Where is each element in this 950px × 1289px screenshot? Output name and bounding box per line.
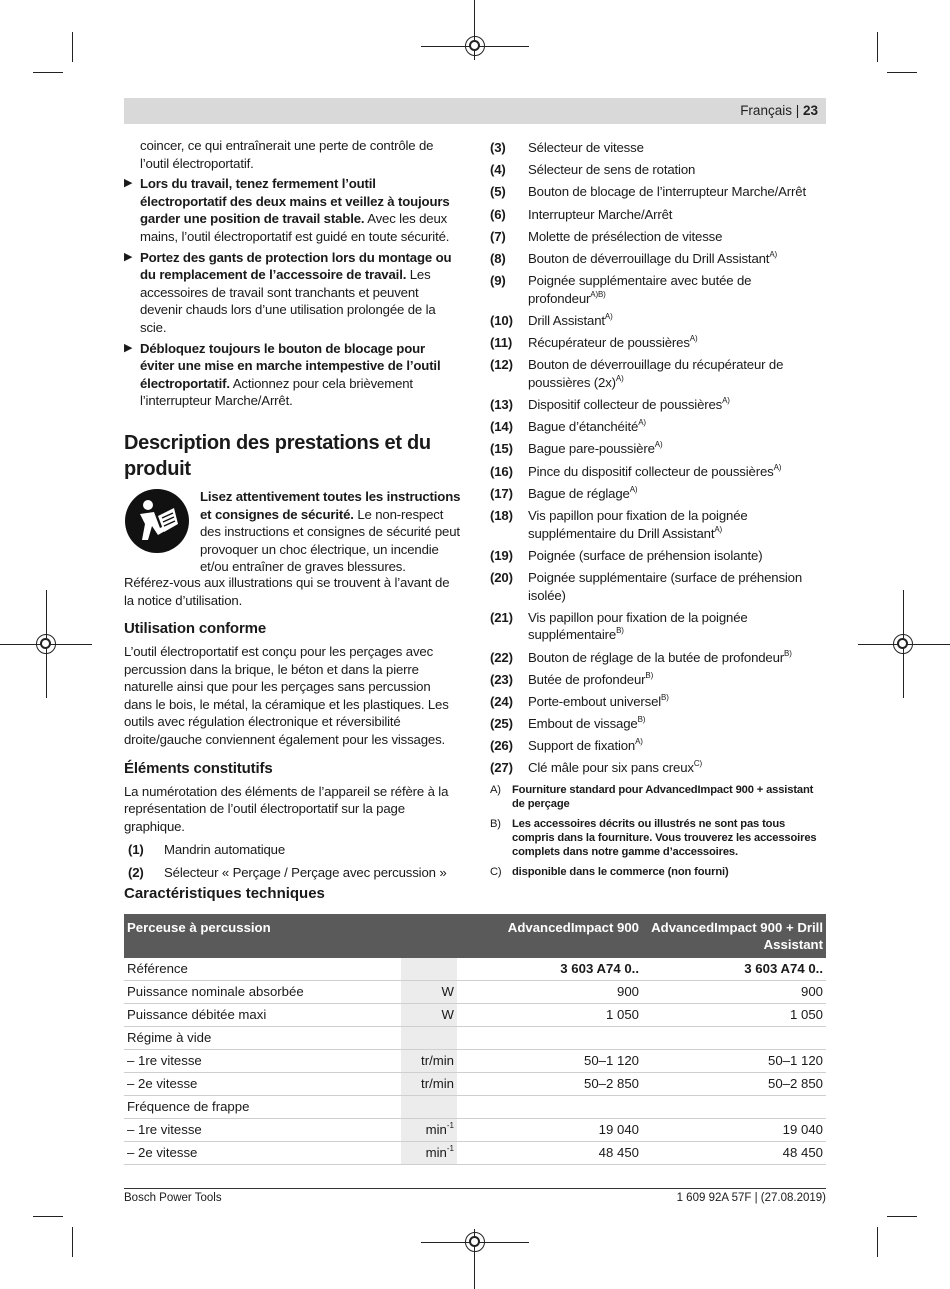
table-cell: 50–1 120: [642, 1050, 826, 1073]
list-item: (19) Poignée (surface de préhension isolante): [490, 547, 763, 563]
registration-mark-icon: [36, 634, 56, 654]
table-row: [124, 1142, 826, 1165]
table-cell: 50–2 850: [457, 1073, 642, 1096]
table-cell: 50–1 120: [457, 1050, 642, 1073]
table-cell: – 1re vitesse: [124, 1119, 401, 1142]
table-cell: Référence: [124, 958, 401, 981]
list-item: (13) Dispositif collecteur de poussières$^{A)}$: [490, 396, 730, 413]
footnotes: [490, 783, 826, 879]
read-instructions-warning: Lisez attentivement toutes les instructions et consignes de sécurité. Le non-respect des instructions et consignes de sécurité peut provoquer un choc électrique, un incendie et/ou entraîner de graves blessures.: [124, 488, 462, 576]
table-cell: 1 050: [457, 1004, 642, 1027]
footer-brand: Bosch Power Tools: [124, 1192, 222, 1204]
footnote: C) disponible dans le commerce (non fourni): [490, 866, 729, 879]
registration-mark-icon: [465, 1232, 485, 1252]
table-cell: tr/min: [401, 1050, 457, 1073]
list-item: (6) Interrupteur Marche/Arrêt: [490, 206, 673, 222]
table-header-row: [124, 914, 826, 958]
list-item: (18) Vis papillon pour fixation de la poignée supplémentaire du Drill Assistant$^{A)}$: [490, 508, 748, 541]
table-cell: – 2e vitesse: [124, 1073, 401, 1096]
specs-table: [124, 914, 826, 1165]
table-row: [124, 1119, 826, 1142]
page-header: Français | 23: [124, 98, 826, 124]
table-row: [124, 1073, 826, 1096]
table-cell: $\min^{-1}$: [401, 1119, 457, 1142]
list-item: (11) Récupérateur de poussières$^{A)}$: [490, 334, 698, 351]
list-item: (15) Bague pare-poussière$^{A)}$: [490, 440, 663, 457]
usage-title: Utilisation conforme: [124, 620, 267, 638]
table-cell: – 1re vitesse: [124, 1050, 401, 1073]
refer-paragraph: Référez-vous aux illustrations qui se trouvent à l’avant de la notice d’utilisation.: [124, 574, 450, 608]
components-list: [490, 139, 826, 777]
table-row: [124, 1096, 826, 1119]
right-column: [490, 139, 826, 879]
safety-bullet: ▶ Débloquez toujours le bouton de blocage pour éviter une mise en marche intempestive de l’outil électroportatif. Actionnez pour cela brièvement l’interrupteur Marche/Arrêt.: [124, 340, 441, 409]
table-cell: – 2e vitesse: [124, 1142, 401, 1165]
list-item: (14) Bague d’étanchéité$^{A)}$: [490, 418, 646, 435]
table-cell: [457, 1027, 642, 1050]
registration-mark-icon: [465, 36, 485, 56]
read-manual-icon: [124, 488, 190, 554]
list-item: (21) Vis papillon pour fixation de la poignée supplémentaire$^{B)}$: [490, 609, 748, 643]
table-cell: Puissance débitée maxi: [124, 1004, 401, 1027]
table-row: [124, 981, 826, 1004]
list-item: (1) Mandrin automatique: [128, 842, 286, 858]
table-cell: W: [401, 981, 457, 1004]
header-language: Français: [740, 103, 792, 118]
table-row: [124, 1050, 826, 1073]
table-cell: $\min^{-1}$: [401, 1142, 457, 1165]
table-cell: Régime à vide: [124, 1027, 401, 1050]
table-cell: 900: [457, 981, 642, 1004]
list-item: (3) Sélecteur de vitesse: [490, 140, 644, 155]
table-cell: 900: [642, 981, 826, 1004]
bullet-arrow-icon: ▶: [124, 250, 133, 263]
usage-paragraph: L’outil électroportatif est conçu pour les perçages avec percussion dans la brique, le béton et dans la pierre naturelle ainsi que pour les perçages sans percussion dans le bois, le métal, la céramique et les plastiques. Les outils avec régulation électronique et réversibilité droite/gauche conviennent également pour les vissages.: [124, 644, 449, 748]
table-header-cell: AdvancedImpact 900: [457, 914, 642, 958]
footer-divider: [124, 1188, 826, 1189]
elements-title: Éléments constitutifs: [124, 759, 273, 777]
table-cell: 1 050: [642, 1004, 826, 1027]
list-item: (10) Drill Assistant$^{A)}$: [490, 311, 613, 328]
table-cell: [401, 958, 457, 981]
list-item: (16) Pince du dispositif collecteur de poussières$^{A)}$: [490, 462, 782, 479]
table-cell: 19 040: [457, 1119, 642, 1142]
safety-bullet: ▶ Lors du travail, tenez fermement l’outil électroportatif des deux mains et veillez à toujours garder une position de travail stable. Avec les deux mains, l’outil électroportatif est guidé en toute sécurité.: [124, 176, 450, 244]
table-cell: Fréquence de frappe: [124, 1096, 401, 1119]
table-cell: [457, 1096, 642, 1119]
safety-bullet: ▶ Portez des gants de protection lors du montage ou du remplacement de l’accessoire de travail. Les accessoires de travail sont tranchants et peuvent devenir chauds lors d’une utilisation prolongée de la scie.: [124, 249, 452, 335]
table-cell: [642, 1096, 826, 1119]
footnote: B) Les accessoires décrits ou illustrés ne sont pas tous compris dans la fourniture. Vous trouverez les accessoires complets dans notre gamme d’accessoires.: [490, 818, 817, 859]
table-cell: [642, 1027, 826, 1050]
list-item: (20) Poignée supplémentaire (surface de préhension isolée): [490, 569, 803, 603]
list-item: (7) Molette de présélection de vitesse: [490, 228, 723, 244]
table-header-cell: Perceuse à percussion: [124, 914, 401, 958]
table-cell: 48 450: [642, 1142, 826, 1165]
table-cell: tr/min: [401, 1073, 457, 1096]
list-item: (17) Bague de réglage$^{A)}$: [490, 484, 638, 501]
table-cell: W: [401, 1004, 457, 1027]
table-cell: 3 603 A74 0..: [642, 958, 826, 981]
list-item: (4) Sélecteur de sens de rotation: [490, 162, 696, 178]
table-row: [124, 958, 826, 981]
table-cell: 50–2 850: [642, 1073, 826, 1096]
table-cell: 48 450: [457, 1142, 642, 1165]
footnote: A) Fourniture standard pour AdvancedImpact 900 + assistant de perçage: [490, 784, 814, 811]
page-number: 23: [802, 103, 818, 118]
list-item: (23) Butée de profondeur$^{B)}$: [490, 670, 654, 687]
table-cell: [401, 1027, 457, 1050]
intro-paragraph: coincer, ce qui entraînerait une perte de contrôle de l’outil électroportatif.: [140, 138, 434, 171]
list-item: (26) Support de fixation$^{A)}$: [490, 737, 643, 754]
table-row: [124, 1027, 826, 1050]
table-header-cell: [401, 914, 457, 958]
elements-paragraph: La numérotation des éléments de l’appareil se réfère à la représentation de l’outil électroportatif sur la page graphique.: [124, 783, 449, 834]
list-item: (25) Embout de vissage$^{B)}$: [490, 715, 646, 732]
footer-reference: 1 609 92A 57F | (27.08.2019): [676, 1192, 826, 1204]
specs-title: Caractéristiques techniques: [124, 885, 325, 902]
table-cell: [401, 1096, 457, 1119]
list-item: (27) Clé mâle pour six pans creux$^{C)}$: [490, 759, 703, 776]
list-item: (24) Porte-embout universel$^{B)}$: [490, 692, 669, 709]
table-cell: 19 040: [642, 1119, 826, 1142]
list-item: (8) Bouton de déverrouillage du Drill Assistant$^{A)}$: [490, 249, 778, 266]
list-item: (2) Sélecteur « Perçage / Perçage avec percussion »: [128, 864, 447, 880]
table-cell: Puissance nominale absorbée: [124, 981, 401, 1004]
left-column: [124, 137, 462, 886]
section-title: Description des prestations et du produit: [124, 431, 431, 480]
table-header-cell: AdvancedImpact 900 + Drill Assistant: [642, 914, 826, 958]
list-item: (22) Bouton de réglage de la butée de profondeur$^{B)}$: [490, 648, 792, 665]
bullet-arrow-icon: ▶: [124, 177, 133, 190]
bullet-arrow-icon: ▶: [124, 341, 133, 354]
table-row: [124, 1004, 826, 1027]
list-item: (12) Bouton de déverrouillage du récupérateur de poussières $(2x)^{A)}$: [490, 357, 784, 390]
table-cell: 3 603 A74 0..: [457, 958, 642, 981]
list-item: (9) Poignée supplémentaire avec butée de profondeur$^{A)B)}$: [490, 273, 752, 306]
registration-mark-icon: [893, 634, 913, 654]
list-item: (5) Bouton de blocage de l’interrupteur Marche/Arrêt: [490, 184, 806, 200]
